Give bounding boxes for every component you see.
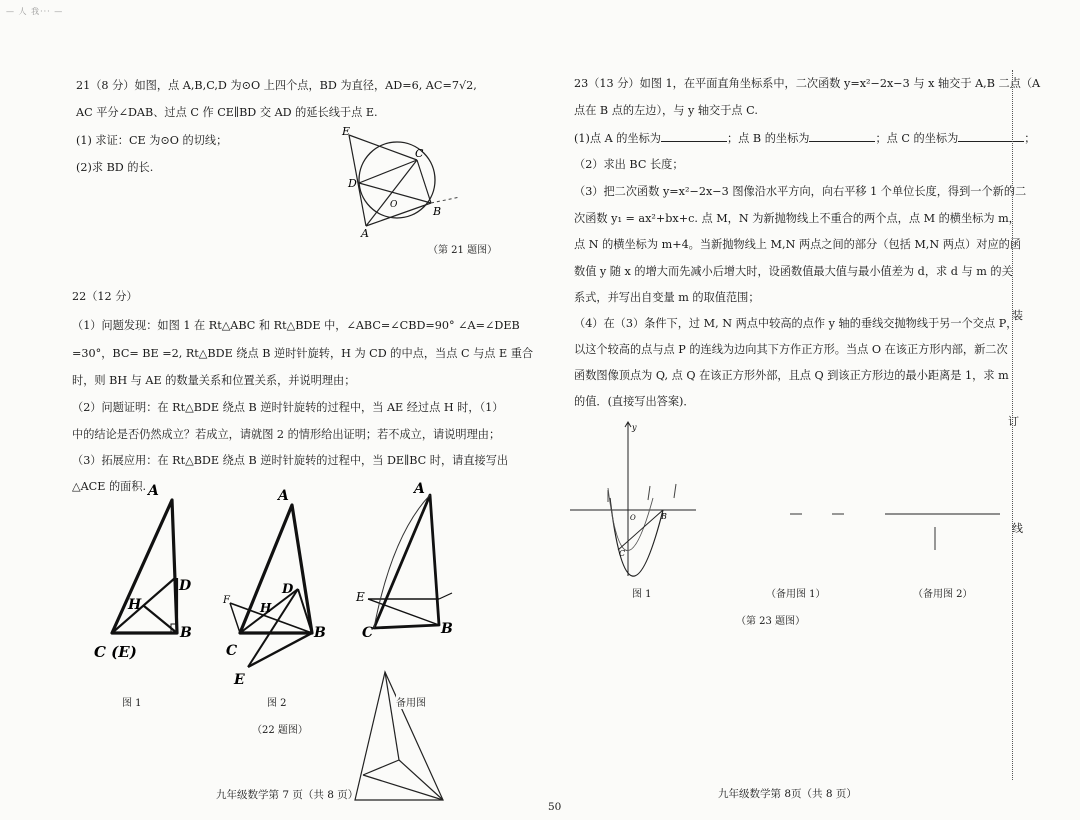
q22-line5: 中的结论是否仍然成立？若成立，请就图 2 的情形给出证明；若不成立，请说明理由； — [72, 428, 501, 441]
q23-spare1-caption: （备用图 1） — [766, 589, 826, 600]
binding-char-middle: 订 — [1008, 415, 1019, 428]
answer-blank-c[interactable] — [958, 132, 1024, 142]
fig1-label-d: D — [179, 578, 192, 594]
q21-label-b: B — [433, 205, 442, 218]
fig3-label-c: C — [362, 625, 374, 641]
answer-blank-a[interactable] — [661, 132, 727, 142]
q23-line2: 点在 B 点的左边），与 y 轴交于点 C. — [574, 104, 758, 117]
q23-line3: (1)点 A 的坐标为 ；点 B 的坐标为 ；点 C 的坐标为 ； — [574, 132, 1036, 145]
q21-caption: （第 21 题图） — [428, 245, 498, 256]
q23-label-c: C — [619, 549, 626, 558]
q22-head: 22（12 分） — [72, 290, 138, 303]
q23-line11: 以这个较高的点与点 P 的连线为边向其下方作正方形。当点 O 在该正方形内部，新二次 — [574, 343, 1008, 356]
fig2-label-b: B — [314, 625, 326, 641]
q23-spare2-caption: （备用图 2） — [913, 589, 973, 600]
binding-char-bottom: 线 — [1012, 522, 1023, 535]
q23-spare-graph-2 — [880, 505, 1002, 555]
q23-fig1-caption: 图 1 — [632, 589, 652, 600]
q21-circle-figure — [335, 125, 475, 240]
q21-label-e: E — [342, 125, 351, 138]
fig1-label-h: H — [128, 597, 142, 613]
fig2-label-c: C — [226, 643, 238, 659]
q21-line1: 21（8 分）如图，点 A,B,C,D 为⊙O 上四个点，BD 为直径，AD=6, AC=7√2, — [76, 79, 477, 92]
q23-line4: （2）求出 BC 长度； — [574, 158, 684, 171]
q23-line12: 函数图像顶点为 Q, 点 Q 在该正方形外部，且点 Q 到该正方形边的最小距离是 1，求 m — [574, 369, 1009, 382]
q22-line6: （3）拓展应用：在 Rt△BDE 绕点 B 逆时针旋转的过程中，当 DE∥BC 时，请直接写出 — [72, 454, 509, 467]
q23-label-o: O — [630, 514, 636, 522]
q23-line6: 次函数 y₁ = ax²+bx+c. 点 M，N 为新抛物线上不重合的两个点，点 M 的横坐标为 m， — [574, 212, 1020, 225]
footer-left: 九年级数学第 7 页（共 8 页） — [216, 789, 359, 801]
fig2-label-f: F — [223, 595, 230, 606]
q22-fig1-caption: 图 1 — [122, 698, 142, 709]
q22-spare-figure — [343, 660, 463, 810]
q21-label-o: O — [390, 200, 398, 210]
q23-line5: （3）把二次函数 y=x²−2x−3 图像沿水平方向，向右平移 1 个单位长度，得到一个新的二 — [574, 185, 1027, 198]
fig2-label-h: H — [260, 601, 272, 615]
q21-line3: (1) 求证：CE 为⊙O 的切线； — [76, 134, 228, 147]
q22-line2: =30°，BC= BE =2, Rt△BDE 绕点 B 逆时针旋转，H 为 CD 的中点，当点 C 与点 E 重合 — [72, 347, 534, 360]
q22-fig2-caption: 图 2 — [267, 698, 287, 709]
q23-line8: 数值 y 随 x 的增大而先减小后增大时，设函数值最大值与最小值差为 d，求 d 与 m 的关 — [574, 265, 1013, 278]
fig3-label-b: B — [441, 621, 453, 637]
q22-spare-caption: 备用图 — [396, 694, 426, 709]
q22-line3: 时，则 BH 与 AE 的数量关系和位置关系，并说明理由； — [72, 374, 356, 387]
q21-label-d: D — [348, 177, 357, 190]
q21-label-c: C — [415, 147, 424, 160]
q23-label-y: y — [632, 423, 637, 432]
q23-line7: 点 N 的横坐标为 m+4。当新抛物线上 M,N 两点之间的部分（包括 M,N 两点）对应的函 — [574, 238, 1022, 251]
q22-line4: （2）问题证明：在 Rt△BDE 绕点 B 逆时针旋转的过程中，当 AE 经过点 H 时，（1） — [72, 401, 504, 414]
fig2-label-e: E — [234, 672, 245, 688]
fig1-label-ce: C (E) — [94, 643, 137, 661]
q23-line1: 23（13 分）如图 1，在平面直角坐标系中，二次函数 y=x²−2x−3 与 x 轴交于 A,B 二点（A — [574, 77, 1041, 90]
fig3-label-e: E — [356, 590, 365, 604]
fig2-label-a: A — [278, 488, 289, 504]
fig2-label-d: D — [282, 582, 294, 597]
fig3-label-a: A — [414, 481, 425, 497]
answer-blank-b[interactable] — [809, 132, 875, 142]
q22-line7: △ACE 的面积. — [72, 480, 147, 493]
binding-char-top: 装 — [1012, 309, 1023, 322]
q23-line9: 系式，并写出自变量 m 的取值范围； — [574, 291, 760, 304]
fig1-label-a: A — [148, 483, 159, 499]
q23-line13: 的值．(直接写出答案)． — [574, 395, 695, 408]
q21-line2: AC 平分∠DAB、过点 C 作 CE∥BD 交 AD 的延长线于点 E. — [76, 106, 378, 119]
q22-group-caption: （22 题图） — [252, 725, 308, 736]
fig1-label-b: B — [180, 625, 192, 641]
footer-right: 九年级数学第 8页（共 8 页） — [718, 788, 857, 800]
q23-group-caption: （第 23 题图） — [736, 616, 806, 627]
center-page-number: 50 — [548, 801, 562, 813]
q21-label-a: A — [361, 227, 369, 240]
q22-figure-3 — [352, 475, 462, 645]
right-page — [540, 0, 1080, 820]
q23-line10: （4）在（3）条件下，过 M, N 两点中较高的点作 y 轴的垂线交抛物线于另一个交点 P， — [574, 317, 1018, 330]
q22-figure-2 — [220, 485, 340, 690]
q21-line4: (2)求 BD 的长. — [76, 161, 154, 174]
q22-figure-1 — [92, 480, 212, 665]
corner-scribble: — 人 我··· — — [6, 7, 64, 16]
q22-line1: （1）问题发现：如图 1 在 Rt△ABC 和 Rt△BDE 中，∠ABC=∠CBD=90° ∠A=∠DEB — [72, 319, 520, 332]
q23-graph-figure — [568, 418, 698, 578]
q23-label-b: B — [661, 512, 667, 521]
q23-spare-graph-1 — [780, 505, 880, 525]
